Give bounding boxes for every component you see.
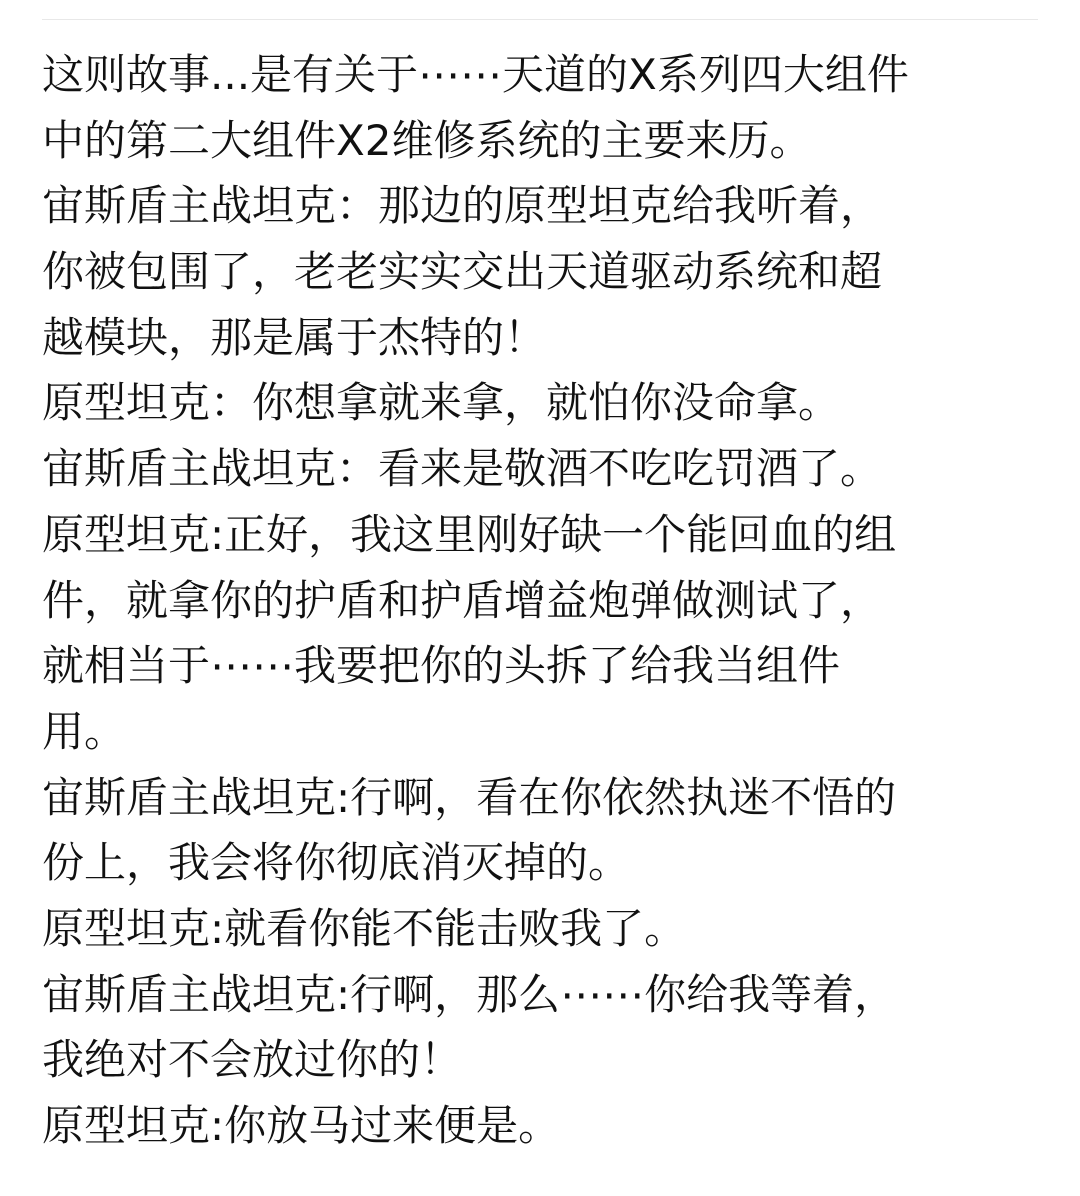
story-line: 我绝对不会放过你的！ [42,1035,463,1085]
story-line: 宙斯盾主战坦克:行啊，那么⋯⋯你给我等着， [42,969,897,1019]
story-line: 原型坦克:就看你能不能击败我了。 [42,903,687,953]
story-line: 宙斯盾主战坦克：看来是敬酒不吃吃罚酒了。 [42,444,883,494]
story-line: 宙斯盾主战坦克:行啊，看在你依然执迷不悟的 [42,772,897,822]
story-line: 就相当于⋯⋯我要把你的头拆了给我当组件 [42,641,841,691]
top-divider [42,19,1038,20]
story-line: 越模块，那是属于杰特的！ [42,312,547,362]
story-line: 份上，我会将你彻底消灭掉的。 [42,838,631,888]
story-line: 原型坦克：你想拿就来拿，就怕你没命拿。 [42,378,841,428]
story-line: 原型坦克:正好，我这里刚好缺一个能回血的组 [42,509,897,559]
story-line: 用。 [42,706,127,756]
story-line: 中的第二大组件X2维修系统的主要来历。 [42,115,812,165]
story-line: 这则故事...是有关于⋯⋯天道的X系列四大组件 [42,50,909,99]
story-line: 宙斯盾主战坦克：那边的原型坦克给我听着， [42,181,883,231]
story-text [42,42,1042,1159]
story-line: 原型坦克:你放马过来便是。 [42,1101,561,1150]
story-line: 件，就拿你的护盾和护盾增益炮弹做测试了， [42,575,883,625]
story-line: 你被包围了，老老实实交出天道驱动系统和超 [42,247,883,297]
